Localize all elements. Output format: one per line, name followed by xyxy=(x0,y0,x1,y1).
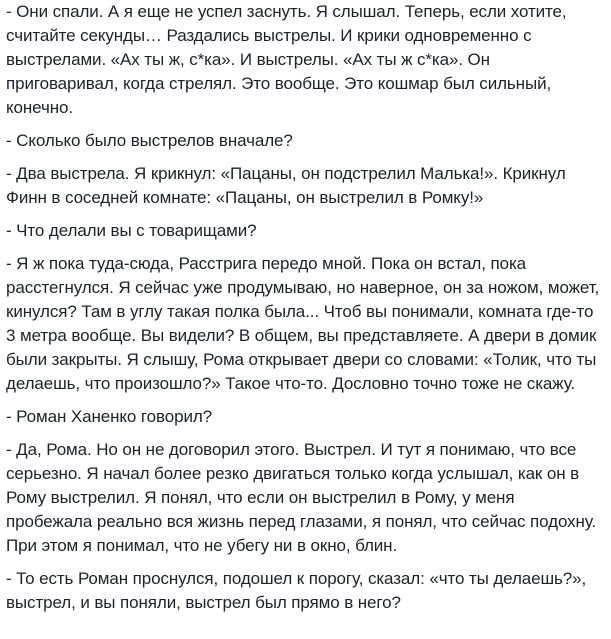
paragraph-question-2: - Что делали вы с товарищами? xyxy=(6,221,257,240)
paragraph-answer-1: - Они спали. А я еще не успел заснуть. Я слышал. Теперь, если хотите, считайте секунды… Раздались выстрелы. И крики одновременно с выстрелами. «Ах ты ж, с*ка». И выстрелы. «Ах ты ж с*ка». Он приговаривал, когда стрелял. Это вообще. Это кошмар был сильный, конечно. xyxy=(6,2,567,117)
paragraph-question-1: - Сколько было выстрелов вначале? xyxy=(6,131,293,150)
paragraph-question-3: - Роман Ханенко говорил? xyxy=(6,407,213,426)
paragraph-answer-2: - Два выстрела. Я крикнул: «Пацаны, он подстрелил Малька!». Крикнул Финн в соседней комнате: «Пацаны, он выстрелил в Ромку!» xyxy=(6,164,566,207)
paragraph-answer-3: - Я ж пока туда-сюда, Расстрига передо мной. Пока он встал, пока расстегнулся. Я сейчас уже продумываю, но наверное, он за ножом, может, кинулся? Там в углу такая полка была... Чтоб вы понимали, комната где-то 3 метра вообще. Вы видели? В общем, вы представляете. А двери в домик были закрыты. Я слышу, Рома открывает двери со словами: «Толик, что ты делаешь, что произошло?» Такое что-то. Дословно точно тоже не скажу. xyxy=(6,254,600,393)
paragraph-question-4: - То есть Роман проснулся, подошел к порогу, сказал: «что ты делаешь?», выстрел, и вы поняли, выстрел был прямо в него? xyxy=(6,569,587,612)
paragraph-answer-4: - Да, Рома. Но он не договорил этого. Выстрел. И тут я понимаю, что все серьезно. Я начал более резко двигаться только когда услышал, как он в Рому выстрелил. Я понял, что если он выстрелил в Рому, у меня пробежала реально вся жизнь перед глазами, я понял, что сейчас подохну. При этом я понимал, что не убегу ни в окно, блин. xyxy=(6,440,597,555)
